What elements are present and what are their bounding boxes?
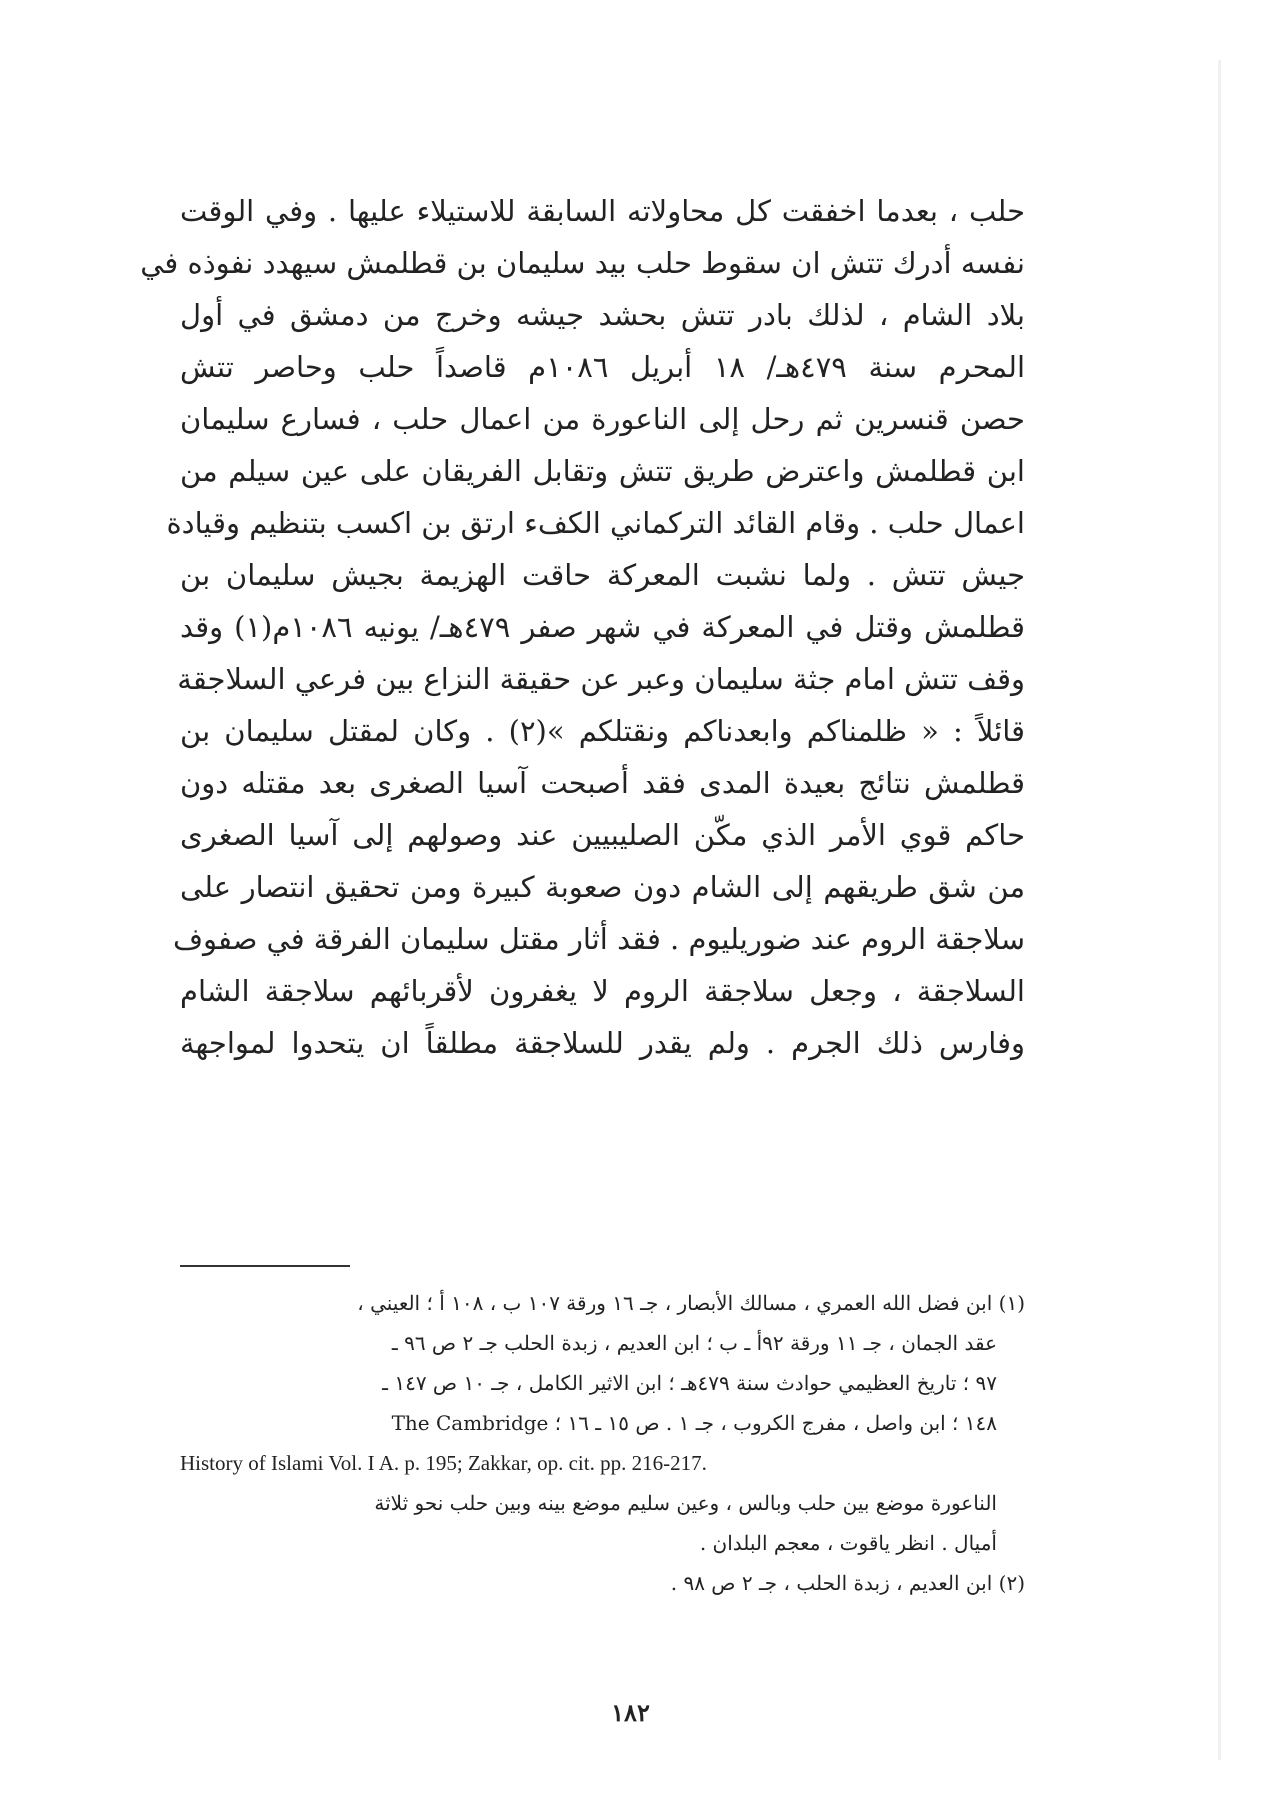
text-line: قطلمش وقتل في المعركة في شهر صفر ٤٧٩هـ/ يونيه ١٠٨٦م(١) وقد	[180, 610, 1026, 644]
text-line: حصن قنسرين ثم رحل إلى الناعورة من اعمال حلب ، فسارع سليمان	[180, 402, 1025, 436]
text-line: المحرم سنة ٤٧٩هـ/ ١٨ أبريل ١٠٨٦م قاصداً حلب وحاصر تتش	[180, 350, 1026, 384]
page-edge	[1218, 60, 1221, 1760]
text-line: حلب ، بعدما اخفقت كل محاولاته السابقة للاستيلاء عليها . وفي الوقت	[180, 194, 1025, 228]
text-line: اعمال حلب . وقام القائد التركماني الكفء ارتق بن اكسب بتنظيم وقيادة	[166, 506, 1025, 540]
footnote-separator	[180, 1265, 350, 1267]
text-line: وقف تتش امام جثة سليمان وعبر عن حقيقة النزاع بين فرعي السلاجقة	[177, 662, 1025, 696]
footnote-line: ٩٧ ؛ تاريخ العظيمي حوادث سنة ٤٧٩هـ ؛ ابن الاثير الكامل ، جـ ١٠ ص ١٤٧ ـ	[382, 1371, 997, 1395]
text-line: سلاجقة الروم عند ضوريليوم . فقد أثار مقتل سليمان الفرقة في صفوف	[172, 922, 1025, 956]
text-line: قطلمش نتائج بعيدة المدى فقد أصبحت آسيا الصغرى بعد مقتله دون	[180, 766, 1025, 800]
footnote-line: (١) ابن فضل الله العمري ، مسالك الأبصار ، جـ ١٦ ورقة ١٠٧ ب ، ١٠٨ أ ؛ العيني ،	[357, 1291, 1025, 1315]
text-line: قائلاً : « ظلمناكم وابعدناكم ونقتلكم »(٢) . وكان لمقتل سليمان بن	[180, 714, 1025, 748]
page-number: ١٨٢	[611, 1698, 650, 1727]
footnote-line: History of Islami Vol. I A. p. 195; Zakkar, op. cit. pp. 216-217.	[180, 1451, 707, 1475]
footnote-line: ١٤٨ ؛ ابن واصل ، مفرج الكروب ، جـ ١ . ص ١٥ ـ ١٦ ؛ The Cambridge	[391, 1411, 997, 1435]
footnote-line: أميال . انظر ياقوت ، معجم البلدان .	[699, 1531, 997, 1555]
text-line: جيش تتش . ولما نشبت المعركة حاقت الهزيمة بجيش سليمان بن	[180, 558, 1025, 592]
body-text	[140, 185, 1026, 1069]
text-line: من شق طريقهم إلى الشام دون صعوبة كبيرة ومن تحقيق انتصار على	[180, 870, 1025, 904]
footnotes	[180, 1283, 1025, 1603]
footnote-line: الناعورة موضع بين حلب وبالس ، وعين سليم موضع بينه وبين حلب نحو ثلاثة	[374, 1491, 997, 1515]
text-line: ابن قطلمش واعترض طريق تتش وتقابل الفريقان على عين سيلم من	[180, 454, 1025, 488]
footnote-line: عقد الجمان ، جـ ١١ ورقة ٩٢أ ـ ب ؛ ابن العديم ، زبدة الحلب جـ ٢ ص ٩٦ ـ	[391, 1331, 997, 1355]
text-line: بلاد الشام ، لذلك بادر تتش بحشد جيشه وخرج من دمشق في أول	[180, 298, 1025, 332]
text-line: حاكم قوي الأمر الذي مكّن الصليبيين عند وصولهم إلى آسيا الصغرى	[180, 818, 1025, 852]
text-line: وفارس ذلك الجرم . ولم يقدر للسلاجقة مطلقاً ان يتحدوا لمواجهة	[180, 1026, 1025, 1060]
text-line: السلاجقة ، وجعل سلاجقة الروم لا يغفرون لأقربائهم سلاجقة الشام	[180, 974, 1025, 1008]
footnote-line: (٢) ابن العديم ، زبدة الحلب ، جـ ٢ ص ٩٨ .	[670, 1571, 1025, 1595]
text-line: نفسه أدرك تتش ان سقوط حلب بيد سليمان بن قطلمش سيهدد نفوذه في	[140, 246, 1025, 280]
